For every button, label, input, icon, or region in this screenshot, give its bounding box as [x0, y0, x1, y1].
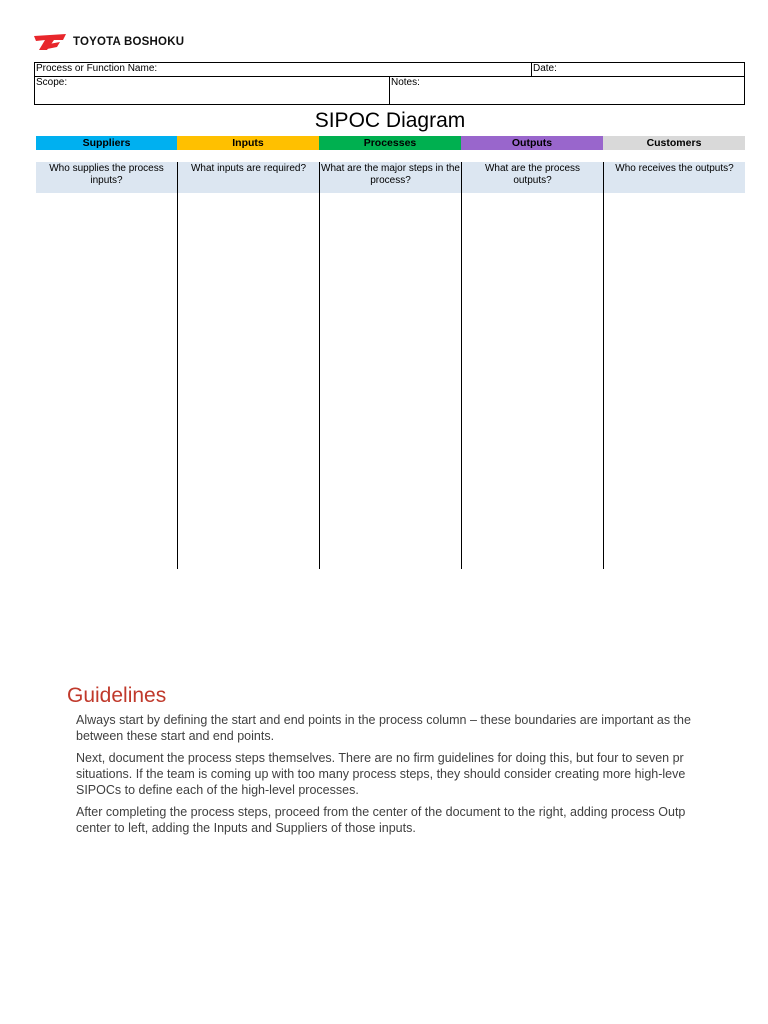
notes-field[interactable]: Notes:	[391, 77, 420, 88]
column-question-inputs[interactable]: What inputs are required?	[178, 162, 319, 193]
column-header-processes: Processes	[319, 136, 461, 150]
column-header-outputs: Outputs	[461, 136, 603, 150]
brand-name: TOYOTA BOSHOKU	[73, 36, 185, 48]
column-question-processes[interactable]: What are the major steps in the process?	[320, 162, 461, 193]
toyota-boshoku-logo-icon	[33, 33, 67, 51]
guidelines-heading: Guidelines	[67, 684, 167, 707]
column-header-inputs: Inputs	[177, 136, 319, 150]
column-question-outputs[interactable]: What are the process outputs?	[462, 162, 603, 193]
guideline-line: situations. If the team is coming up with too many process steps, they should consider creating more high-leve	[76, 767, 686, 781]
guideline-line: center to left, adding the Inputs and Suppliers of those inputs.	[76, 821, 416, 835]
guideline-line: SIPOCs to define each of the high-level processes.	[76, 783, 359, 797]
page-title: SIPOC Diagram	[314, 109, 466, 132]
column-divider	[461, 162, 462, 569]
brand-logo	[33, 33, 184, 51]
column-divider	[603, 162, 604, 569]
guideline-line: Always start by defining the start and end points in the process column – these boundaries are important as the	[76, 713, 691, 727]
scope-field[interactable]: Scope:	[35, 77, 390, 105]
process-name-field[interactable]: Process or Function Name:	[35, 63, 532, 77]
column-question-suppliers[interactable]: Who supplies the process inputs?	[36, 162, 177, 193]
column-header-customers: Customers	[603, 136, 745, 150]
column-divider	[177, 162, 178, 569]
date-field[interactable]: Date:	[532, 63, 744, 77]
column-divider	[319, 162, 320, 569]
guideline-line: Next, document the process steps themselves. There are no firm guidelines for doing this, but four to seven pr	[76, 751, 684, 765]
guideline-line: After completing the process steps, proceed from the center of the document to the right, adding process Outp	[76, 805, 686, 819]
column-question-customers[interactable]: Who receives the outputs?	[604, 162, 745, 193]
guideline-line: between these start and end points.	[76, 729, 275, 743]
column-header-suppliers: Suppliers	[36, 136, 177, 150]
header-form	[34, 62, 745, 105]
